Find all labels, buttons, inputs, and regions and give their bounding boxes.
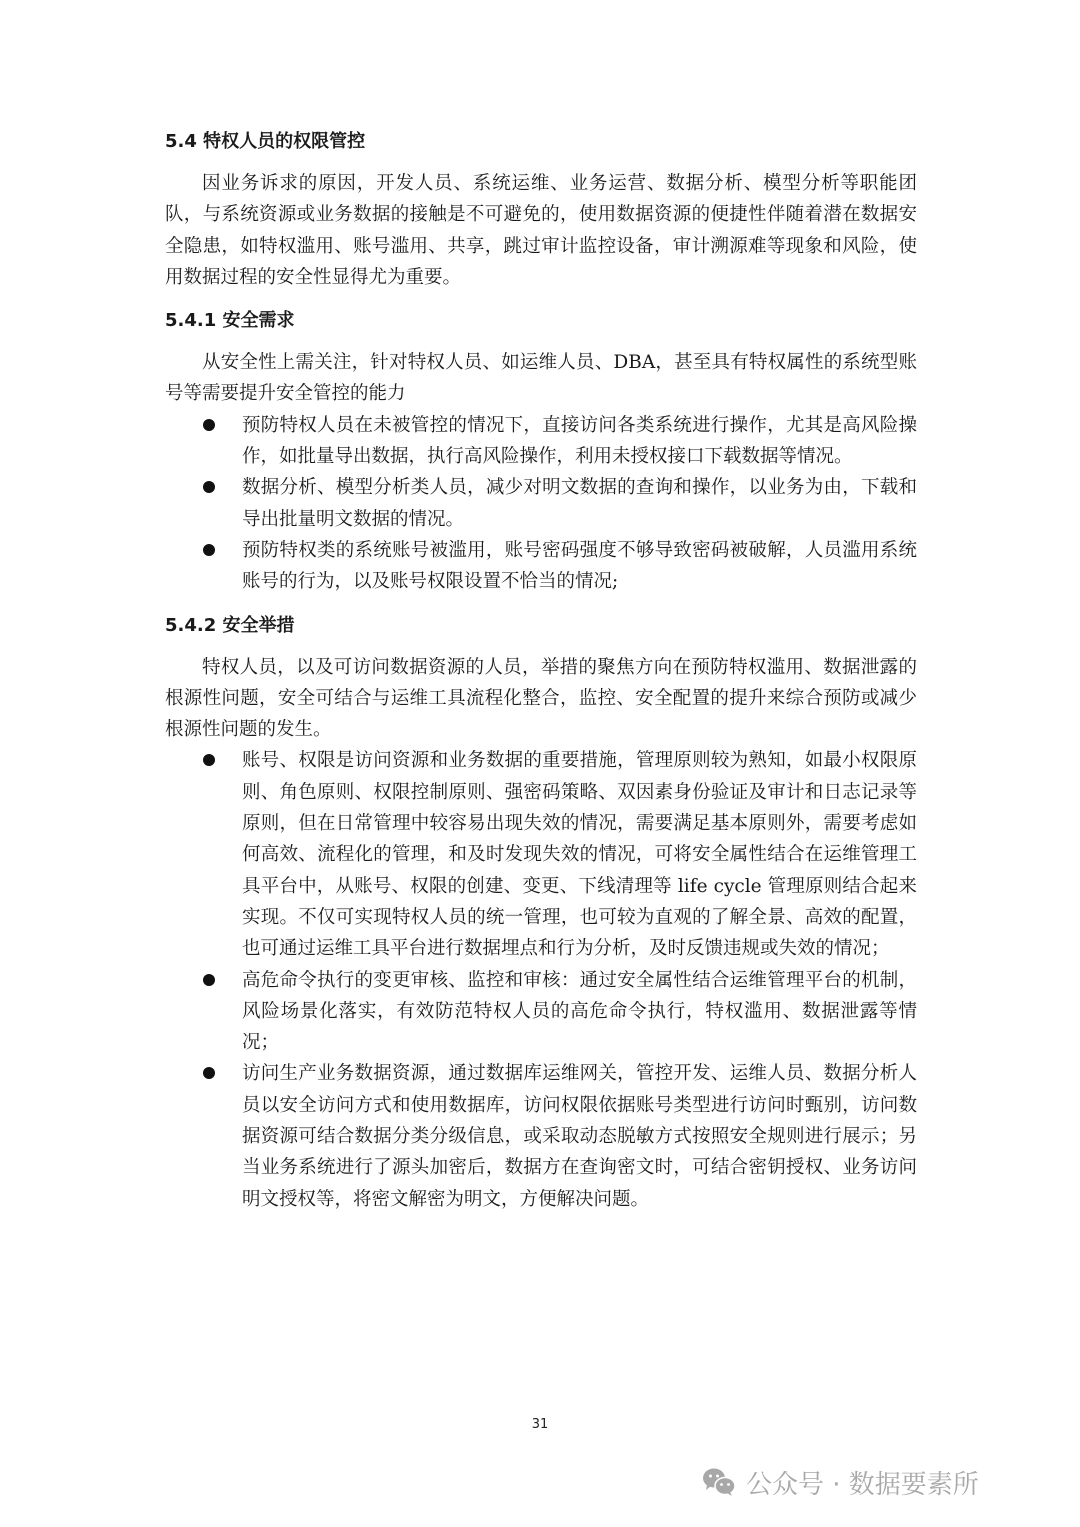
section-heading: 5.4 特权人员的权限管控 <box>165 131 366 152</box>
bullet-icon <box>203 974 215 986</box>
list-item: 账号、权限是访问资源和业务数据的重要措施，管理原则较为熟知，如最小权限原则、角色原则、权限控制原则、强密码策略、双因素身份验证及审计和日志记录等原则，但在日常管理中较容易出现失效的情况，需要满足基本原则外，需要考虑如何高效、流程化的管理，和及时发现失效的情况，可将安全属性结合在运维管理工具平台中，从账号、权限的创建、变更、下线清理等 life cycle 管理原则结合起来实现。不仅可实现特权人员的统一管理，也可较为直观的了解全景、高效的配置，也可通过运维工具平台进行数据埋点和行为分析，及时反馈违规或失效的情况； <box>165 745 917 964</box>
list-item: 访问生产业务数据资源，通过数据库运维网关，管控开发、运维人员、数据分析人员以安全访问方式和使用数据库，访问权限依据账号类型进行访问时甄别，访问数据资源可结合数据分类分级信息，或采取动态脱敏方式按照安全规则进行展示；另当业务系统进行了源头加密后，数据方在查询密文时，可结合密钥授权、业务访问明文授权等，将密文解密为明文，方便解决问题。 <box>165 1058 917 1214</box>
bullet-icon <box>203 544 215 556</box>
section-intro-paragraph: 因业务诉求的原因，开发人员、系统运维、业务运营、数据分析、模型分析等职能团队，与系统资源或业务数据的接触是不可避免的，使用数据资源的便捷性伴随着潜在数据安全隐患，如特权滥用、账号滥用、共享，跳过审计监控设备，审计溯源难等现象和风险，使用数据过程的安全性显得尤为重要。 <box>165 173 917 288</box>
bullet-icon <box>203 481 215 493</box>
requirements-list <box>165 410 917 598</box>
measures-intro-paragraph: 特权人员，以及可访问数据资源的人员，举措的聚焦方向在预防特权滥用、数据泄露的根源性问题，安全可结合与运维工具流程化整合，监控、安全配置的提升来综合预防或减少根源性问题的发生。 <box>165 656 917 741</box>
list-item: 预防特权类的系统账号被滥用，账号密码强度不够导致密码被破解，人员滥用系统账号的行为，以及账号权限设置不恰当的情况; <box>165 535 917 598</box>
list-item: 高危命令执行的变更审核、监控和审核：通过安全属性结合运维管理平台的机制，风险场景化落实，有效防范特权人员的高危命令执行，特权滥用、数据泄露等情况； <box>165 965 917 1059</box>
document-page <box>165 128 917 1215</box>
requirements-intro-paragraph: 从安全性上需关注，针对特权人员、如运维人员、DBA，甚至具有特权属性的系统型账号等需要提升安全管控的能力 <box>165 352 917 405</box>
watermark <box>702 1462 979 1502</box>
list-item: 预防特权人员在未被管控的情况下，直接访问各类系统进行操作，尤其是高风险操作，如批量导出数据，执行高风险操作，利用未授权接口下载数据等情况。 <box>165 410 917 473</box>
wechat-icon <box>702 1467 736 1497</box>
bullet-icon <box>203 754 215 766</box>
page-number: 31 <box>531 1417 549 1432</box>
bullet-icon <box>203 419 215 431</box>
watermark-text: 公众号 · 数据要素所 <box>746 1469 979 1500</box>
measures-list <box>165 745 917 1214</box>
list-item: 数据分析、模型分析类人员，减少对明文数据的查询和操作，以业务为由，下载和导出批量明文数据的情况。 <box>165 472 917 535</box>
subsection-heading-measures: 5.4.2 安全举措 <box>165 614 295 636</box>
bullet-icon <box>203 1067 215 1079</box>
subsection-heading-requirements: 5.4.1 安全需求 <box>165 310 295 332</box>
